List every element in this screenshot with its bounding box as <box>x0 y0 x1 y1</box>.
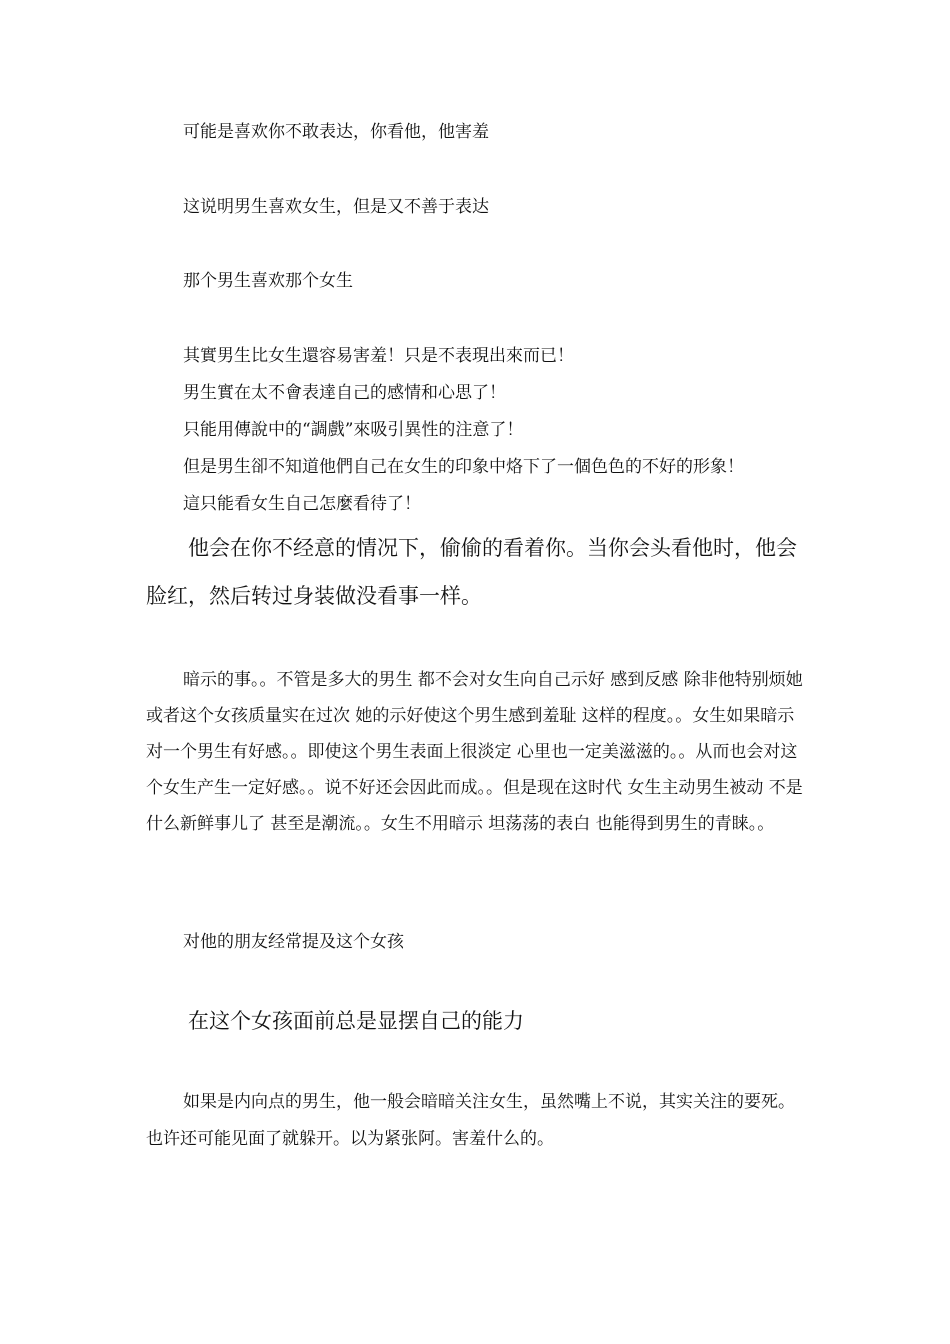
paragraph-7: 在这个女孩面前总是显摆自己的能力 <box>188 1009 524 1033</box>
paragraph-1: 可能是喜欢你不敢表达，你看他，他害羞 <box>183 122 489 142</box>
traditional-line-5: 這只能看女生自己怎麼看待了！ <box>183 494 421 514</box>
traditional-line-4: 但是男生卻不知道他們自己在女生的印象中烙下了一個色色的不好的形象！ <box>183 457 744 477</box>
paragraph-2: 这说明男生喜欢女生，但是又不善于表达 <box>183 197 489 217</box>
paragraph-6: 对他的朋友经常提及这个女孩 <box>183 932 404 952</box>
paragraph-3: 那个男生喜欢那个女生 <box>183 271 353 291</box>
traditional-line-1: 其實男生比女生還容易害羞！只是不表現出來而已！ <box>183 346 574 366</box>
paragraph-8: 如果是内向点的男生，他一般会暗暗关注女生，虽然嘴上不说，其实关注的要死。也许还可能见面了就躲开。以为紧张阿。害羞什么的。 <box>146 1092 795 1149</box>
traditional-chinese-block <box>146 338 806 523</box>
traditional-line-3: 只能用傳說中的“調戲”來吸引異性的注意了！ <box>183 420 524 440</box>
paragraph-5: 暗示的事。。不管是多大的男生 都不会对女生向自己示好 感到反感 除非他特别烦她 或者这个女孩质量实在过次 她的示好使这个男生感到羞耻 这样的程度。。女生如果暗示对一个男生有好感。。即使这个男生表面上很淡定 心里也一定美滋滋的。。从而也会对这个女生产生一定好感。。说不好还会因此而成。。但是现在这时代 女生主动男生被动 不是什么新鲜事儿了 甚至是潮流。。女生不用暗示 坦荡荡的表白 也能得到男生的青睐。。 <box>146 670 803 834</box>
paragraph-4: 他会在你不经意的情况下，偷偷的看着你。当你会头看他时，他会脸红，然后转过身装做没看事一样。 <box>146 536 797 608</box>
traditional-line-2: 男生實在太不會表達自己的感情和心思了！ <box>183 383 506 403</box>
